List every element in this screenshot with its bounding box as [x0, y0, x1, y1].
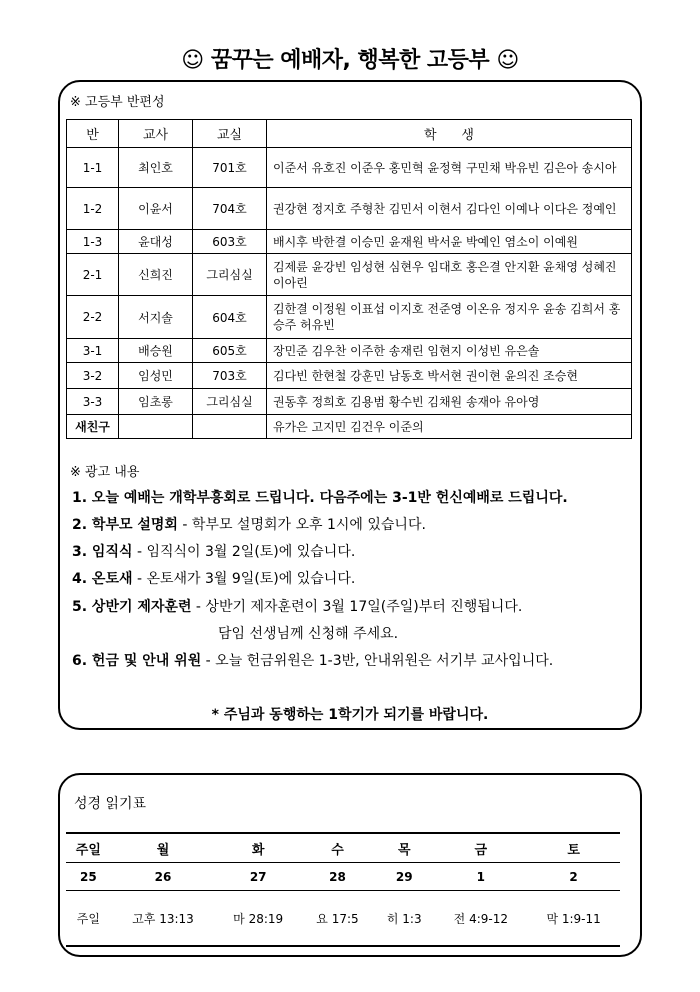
day-cell: 목: [374, 833, 434, 863]
teacher-cell: 임초롱: [119, 389, 193, 415]
date-cell: 25: [66, 863, 111, 891]
class-cell: 새친구: [67, 415, 119, 439]
class-section-heading: ※ 고등부 반편성: [70, 95, 165, 110]
reading-cell: 고후 13:13: [111, 891, 216, 947]
page-title: ☺ 꿈꾸는 예배자, 행복한 고등부 ☺: [181, 48, 519, 73]
notice-item: [72, 541, 355, 561]
students-cell: 김한결 이정원 이표섭 이지호 전준영 이온유 정지우 윤송 김희서 홍승주 허유빈: [267, 296, 632, 339]
header-room: 교실: [193, 120, 267, 148]
room-cell: 605호: [193, 339, 267, 363]
room-cell: 703호: [193, 363, 267, 389]
students-cell: 이준서 유호진 이준우 홍민혁 윤정혁 구민채 박유빈 김은아 송시아: [267, 148, 632, 188]
table-row: [67, 188, 632, 230]
reading-cell: 전 4:9-12: [434, 891, 527, 947]
bible-reading-table: [66, 832, 620, 947]
table-row: [67, 415, 632, 439]
day-cell: 토: [527, 833, 620, 863]
teacher-cell: 신희진: [119, 254, 193, 296]
date-cell: 28: [301, 863, 374, 891]
table-row: [67, 230, 632, 254]
students-cell: 배시후 박한결 이승민 윤재원 박서윤 박예인 염소이 이예원: [267, 230, 632, 254]
notice-item-text: - 임직식이 3월 2일(토)에 있습니다.: [132, 544, 356, 560]
notice-item-text: - 오늘 헌금위원은 1-3반, 안내위원은 서기부 교사입니다.: [201, 653, 554, 669]
notice-item-title: 4. 온토새: [72, 571, 133, 587]
teacher-cell: 최인호: [119, 148, 193, 188]
room-cell: 그리심실: [193, 389, 267, 415]
reading-cell: 요 17:5: [301, 891, 374, 947]
day-cell: 주일: [66, 833, 111, 863]
teacher-cell: 배승원: [119, 339, 193, 363]
notice-item: [72, 596, 522, 616]
class-cell: 3-2: [67, 363, 119, 389]
notice-item-text: - 상반기 제자훈련이 3월 17일(주일)부터 진행됩니다.: [191, 599, 523, 615]
room-cell: 603호: [193, 230, 267, 254]
reading-cell: 히 1:3: [374, 891, 434, 947]
notice-section-heading: ※ 광고 내용: [70, 465, 140, 480]
closing-message: * 주님과 동행하는 1학기가 되기를 바랍니다.: [211, 707, 489, 723]
date-cell: 27: [215, 863, 301, 891]
teacher-cell: 윤대성: [119, 230, 193, 254]
reading-cell: 막 1:9-11: [527, 891, 620, 947]
class-table: [66, 119, 632, 439]
notice-item: [72, 514, 426, 534]
header-teacher: 교사: [119, 120, 193, 148]
notice-item-text: - 학부모 설명회가 오후 1시에 있습니다.: [177, 517, 426, 533]
notice-item: [72, 650, 553, 670]
room-cell: 604호: [193, 296, 267, 339]
class-cell: 1-2: [67, 188, 119, 230]
students-cell: 유가은 고지민 김건우 이준의: [267, 415, 632, 439]
notice-item-title: 5. 상반기 제자훈련: [72, 599, 192, 615]
teacher-cell: 임성민: [119, 363, 193, 389]
students-cell: 김다빈 한현철 강훈민 남동호 박서현 권이현 윤의진 조승현: [267, 363, 632, 389]
reading-cell: 주일: [66, 891, 111, 947]
teacher-cell: [119, 415, 193, 439]
notice-item: [218, 623, 398, 643]
table-row: [67, 148, 632, 188]
students-cell: 김제륜 윤강빈 임성현 심현우 임대호 홍은결 안지환 윤채영 성혜진 이아린: [267, 254, 632, 296]
class-table-header: [67, 120, 632, 148]
header-students: 학 생: [267, 120, 632, 148]
notice-item: [72, 487, 568, 507]
day-cell: 화: [215, 833, 301, 863]
date-cell: 26: [111, 863, 216, 891]
date-cell: 1: [434, 863, 527, 891]
reading-cell: 마 28:19: [215, 891, 301, 947]
notice-item-title: 2. 학부모 설명회: [72, 517, 178, 533]
reading-row: [66, 891, 620, 947]
table-row: [67, 363, 632, 389]
notice-item-text: 담임 선생님께 신청해 주세요.: [218, 626, 399, 642]
class-cell: 3-1: [67, 339, 119, 363]
day-cell: 금: [434, 833, 527, 863]
students-cell: 장민준 김우찬 이주한 송재린 임현지 이성빈 유은솔: [267, 339, 632, 363]
class-cell: 2-1: [67, 254, 119, 296]
date-cell: 2: [527, 863, 620, 891]
notice-item: [72, 568, 355, 588]
notice-item-title: 1. 오늘 예배는 개학부흥회로 드립니다. 다음주에는 3-1반 헌신예배로 드립니다.: [72, 490, 568, 506]
date-cell: 29: [374, 863, 434, 891]
day-cell: 월: [111, 833, 216, 863]
teacher-cell: 서지솔: [119, 296, 193, 339]
notice-item-title: 6. 헌금 및 안내 위원: [72, 653, 202, 669]
students-cell: 권동후 정희호 김용범 황수빈 김채원 송재아 유아영: [267, 389, 632, 415]
class-cell: 3-3: [67, 389, 119, 415]
room-cell: 701호: [193, 148, 267, 188]
table-row: [67, 389, 632, 415]
bible-section-heading: 성경 읽기표: [74, 796, 147, 812]
notice-item-title: 3. 임직식: [72, 544, 133, 560]
weekday-row: [66, 833, 620, 863]
table-row: [67, 254, 632, 296]
students-cell: 권강현 정지호 주형찬 김민서 이현서 김다인 이예나 이다은 정예인: [267, 188, 632, 230]
notice-item-text: - 온토새가 3월 9일(토)에 있습니다.: [132, 571, 356, 587]
teacher-cell: 이윤서: [119, 188, 193, 230]
room-cell: 704호: [193, 188, 267, 230]
day-cell: 수: [301, 833, 374, 863]
room-cell: [193, 415, 267, 439]
header-class: 반: [67, 120, 119, 148]
class-cell: 2-2: [67, 296, 119, 339]
class-cell: 1-3: [67, 230, 119, 254]
table-row: [67, 296, 632, 339]
table-row: [67, 339, 632, 363]
date-row: [66, 863, 620, 891]
class-cell: 1-1: [67, 148, 119, 188]
room-cell: 그리심실: [193, 254, 267, 296]
